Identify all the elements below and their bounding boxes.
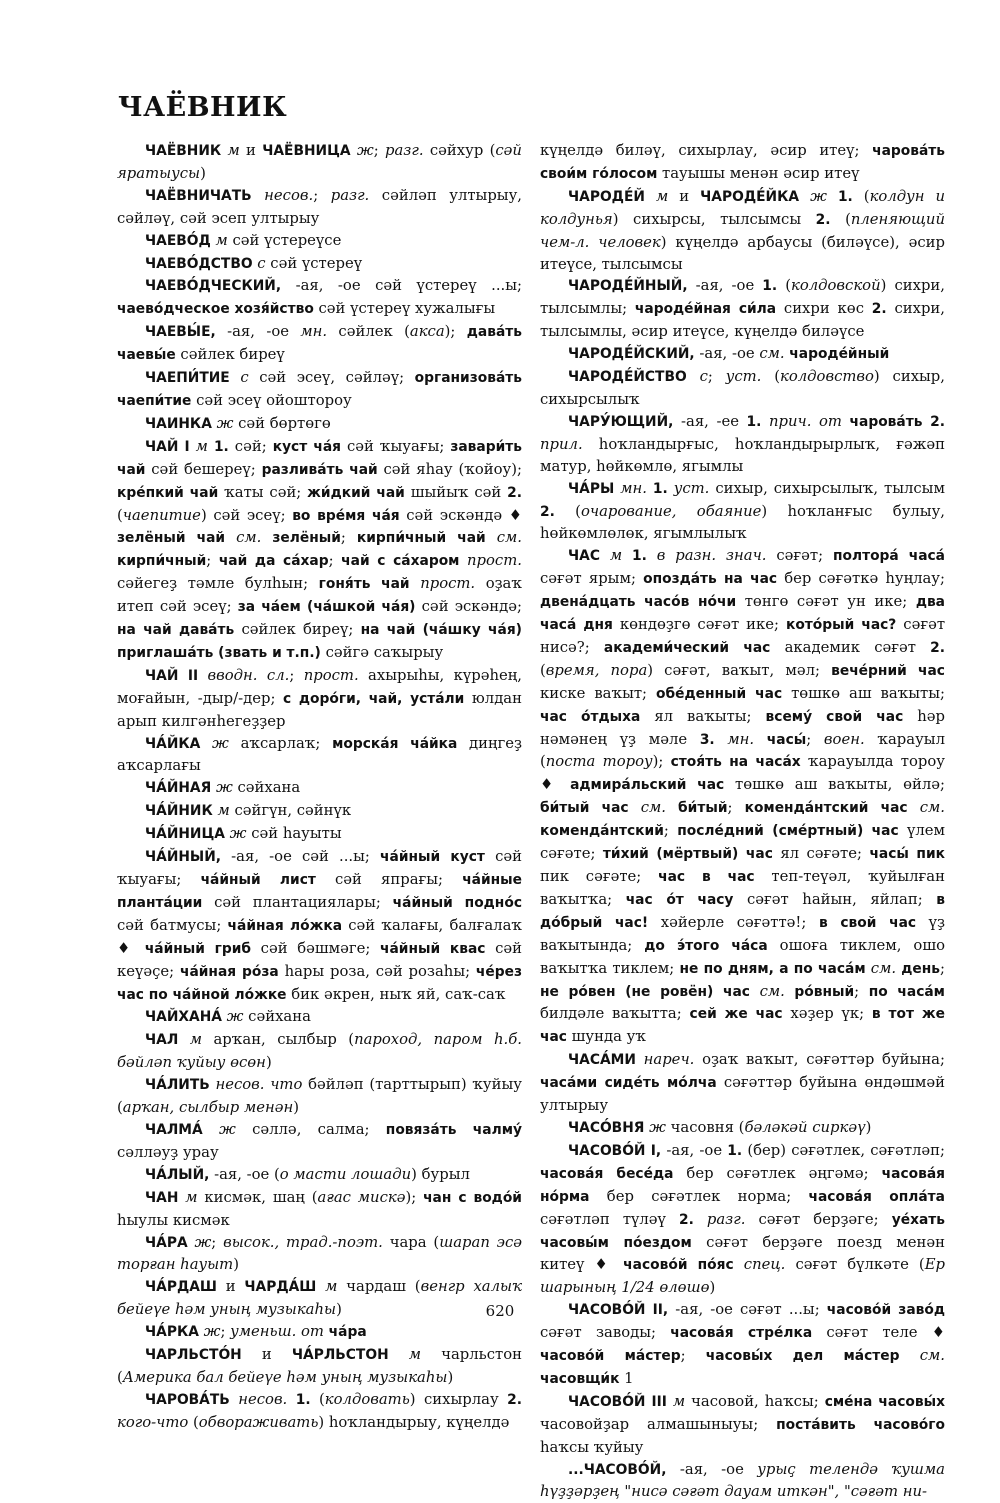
dictionary-entry: ЧАСА́МИ нареч. оҙаҡ ваҡыт, сәғәттәр буйына; часа́ми сиде́ть мо́лча сәғәттәр буйына өндәшмәй ултырыу bbox=[540, 1051, 945, 1115]
dictionary-entry: ЧАРУ́ЮЩИЙ, -ая, -ее 1. прич. от чарова́ть 2. прил. һоҡландырғыс, һоҡландырырлыҡ, ғәжәп матур, һөйкөмлө, ягымлы bbox=[540, 412, 945, 475]
dictionary-entry: ЧАЙ II вводн. сл.; прост. ахырыһы, күрәһең, моғайын, -дыр/-дер; с доро́ги, чай, уста́ли юлдан арып килгәнһегеҙҙер bbox=[117, 666, 522, 730]
dictionary-entry: ЧА́ЙНИК м сәйгүн, сәйнүк bbox=[145, 802, 352, 820]
dictionary-entry: ЧАРОДЕ́ЙСТВО с; уст. (колдовство) сихыр, сихырсылыҡ bbox=[540, 368, 945, 408]
dictionary-entry: ЧА́ЙНАЯ ж сәйхана bbox=[145, 779, 301, 797]
dictionary-entry: ЧА́ЛИТЬ несов. что бәйләп (тарттырып) ҡуйыу (арҡан, сылбыр менән) bbox=[117, 1076, 522, 1117]
dictionary-entry: ЧАСО́ВНЯ ж часовня (бәләкәй сиркәү) bbox=[568, 1118, 872, 1136]
dictionary-entry: ЧАРОДЕ́ЙНЫЙ, -ая, -ое 1. (колдовской) сихри, тылсымлы; чароде́йная си́ла сихри көс 2. сихри, тылсымлы, әсир итеүсе, күңелдә биләүсе bbox=[540, 277, 945, 341]
dictionary-entry: ЧАРЛЬСТО́Н и ЧА́РЛЬСТОН м чарльстон (Америка бал бейеүе һәм уның музыкаһы) bbox=[117, 1346, 522, 1386]
dictionary-entry: ЧАСОВО́Й II, -ая, -ое сәғәт ...ы; часово́й заво́д сәғәт заводы; часова́я стре́лка сәғәт теле ♦ часово́й ма́стер; часовы́х дел ма́стер см. часовщи́к 1 bbox=[540, 1301, 945, 1387]
right-column bbox=[540, 140, 945, 1503]
page-number: 620 bbox=[485, 1302, 515, 1320]
dictionary-entry: ...ЧАСОВО́Й, -ая, -ое урыҫ телендә ҡушма һүҙҙәрҙең "нисә сәғәт дауам иткән", "сәғәт ни- bbox=[540, 1460, 945, 1501]
dictionary-entry: ЧАЛ м арҡан, сылбыр (пароход, паром һ.б. бәйләп ҡуйыу өсөн) bbox=[117, 1031, 522, 1072]
dictionary-entry: ЧА́ЙНЫЙ, -ая, -ое сәй ...ы; ча́йный куст сәй ҡыуағы; ча́йный лист сәй япрағы; ча́йные планта́ции сәй плантациялары; ча́йный подно́с сәй батмусы; ча́йная ло́жка сәй ҡалағы, балғалаҡ ♦ ча́йный гриб сәй бәшмәге; ча́йный квас сәй кеүәҫе; ча́йная ро́за һары роза, сәй розаһы; че́рез час по ча́йной ло́жке бик әкрен, ныҡ яй, саҡ-саҡ bbox=[117, 848, 523, 1003]
dictionary-entry: ЧАЛМА́ ж сәллә, салма; повяза́ть чалму́ сәлләуҙ урау bbox=[117, 1120, 522, 1161]
dictionary-entry: ЧАЁВНИК м и ЧАЁВНИЦА ж; разг. сәйхур (сәй яратыусы) bbox=[117, 142, 522, 182]
dictionary-entry: ЧАС м 1. в разн. знач. сәғәт; полтора́ часа́ сәғәт ярым; опозда́ть на час бер сәғәткә һуңлау; двена́дцать часо́в но́чи төнгө сәғәт ун ике; два часа́ дня көндөҙгө сәғәт ике; кото́рый час? сәғәт нисә?; академи́ческий час академик сәғәт 2. (время, пора) сәғәт, ваҡыт, мәл; вече́рний час киске ваҡыт; обе́денный час төшкө аш ваҡыты; час о́тдыха ял ваҡыты; всему́ свой час һәр нәмәнең үҙ мәле 3. мн. часы́; воен. ҡарауыл (поста тороу); стоя́ть на часа́х ҡарауылда тороу ♦ адмира́льский час төшкө аш ваҡыты, өйлә; би́тый час см. би́тый; коменда́нтский час см. коменда́нтский; после́дний (сме́ртный) час үлем сәғәте; ти́хий (мёртвый) час ял сәғәте; часы́ пик пик сәғәте; час в час теп-теүәл, ҡуйылған ваҡытҡа; час о́т часу сәғәт һайын, яйлап; в до́брый час! хәйерле сәғәттә!; в свой час үҙ ваҡытында; до э́того ча́са ошоға тиклем, ошо ваҡытҡа тиклем; не по дням, а по часа́м см. день; не ро́вен (не ровён) час см. ро́вный; по часа́м билдәле ваҡытта; сей же час хәҙер үк; в тот же час шунда уҡ bbox=[540, 547, 946, 1046]
dictionary-entry: ЧАРОВА́ТЬ несов. 1. (колдовать) сихырлау 2. кого-что (обвораживать) һоҡландырыу, күңелдә bbox=[117, 1390, 522, 1431]
running-head: ЧАЁВНИК bbox=[118, 92, 288, 123]
dictionary-entry: ЧАЕВО́Д м сәй үстереүсе bbox=[145, 231, 342, 249]
dictionary-entry: ЧА́РКА ж; уменьш. от ча́ра bbox=[145, 1323, 367, 1341]
dictionary-entry: ЧАЁВНИЧАТЬ несов.; разг. сәйләп ултырыу, сәйләү, сәй эсеп ултырыу bbox=[117, 186, 522, 227]
dictionary-entry: ЧА́ЙНИЦА ж сәй һауыты bbox=[145, 825, 342, 843]
dictionary-entry: ЧА́РЫ мн. 1. уст. сихыр, сихырсылыҡ, тылсым 2. (очарование, обаяние) һоҡланғыс булыу, һөйкөмлөлөк, ягымлылыҡ bbox=[540, 479, 945, 543]
dictionary-entry: ЧАЕВО́ДЧЕСКИЙ, -ая, -ое сәй үстереү ...ы; чаево́дческое хозя́йство сәй үстереү хужалығы bbox=[117, 277, 522, 318]
dictionary-entry: ЧАРОДЕ́ЙСКИЙ, -ая, -ое см. чароде́йный bbox=[568, 345, 890, 363]
dictionary-entry: ЧАЕПИ́ТИЕ с сәй эсеү, сәйләү; организова́ть чаепи́тие сәй эсеү ойоштороу bbox=[117, 369, 522, 409]
dictionary-entry: ЧАН м кисмәк, шаң (ағас мискә); чан с водо́й һыулы кисмәк bbox=[117, 1188, 522, 1229]
left-column bbox=[117, 140, 522, 1434]
dictionary-entry: күңелдә биләү, сихырлау, әсир итеү; чарова́ть свои́м го́лосом тауышы менән әсир итеү bbox=[540, 142, 945, 182]
dictionary-entry: ЧАЙХАНА́ ж сәйхана bbox=[145, 1008, 311, 1026]
dictionary-entry: ЧА́ЛЫЙ, -ая, -ое (о масти лошади) бурыл bbox=[145, 1165, 470, 1183]
dictionary-entry: ЧАСОВО́Й III м часовой, һаҡсы; сме́на часовы́х часовойҙар алмашыныуы; поста́вить часово́го һаҡсы ҡуйыу bbox=[540, 1392, 945, 1456]
dictionary-entry: ЧАИНКА ж сәй бөртөгө bbox=[145, 414, 331, 432]
dictionary-entry: ЧАЙ I м 1. сәй; куст ча́я сәй ҡыуағы; завари́ть чай сәй бешереү; разлива́ть чай сәй яһау (ҡойоу); кре́пкий чай ҡаты сәй; жи́дкий чай шыйыҡ сәй 2. (чаепитие) сәй эсеү; во вре́мя ча́я сәй эскәндә ♦ зелёный чай см. зелёный; кирпи́чный чай см. кирпи́чный; чай да са́хар; чай с са́харом прост. сәйегеҙ тәмле булһын; гоня́ть чай прост. оҙаҡ итеп сәй эсеү; за ча́ем (ча́шкой ча́я) сәй эскәндә; на чай дава́ть сәйлек биреү; на чай (ча́шку ча́я) приглаша́ть (звать и т.п.) сәйгә саҡырыу bbox=[117, 437, 523, 661]
dictionary-entry: ЧА́ЙКА ж аҡсарлаҡ; морска́я ча́йка диңгеҙ аҡсарлағы bbox=[117, 734, 522, 775]
dictionary-entry: ЧАРОДЕ́Й м и ЧАРОДЕ́ЙКА ж 1. (колдун и колдунья) сихырсы, тылсымсы 2. (пленяющий чем-л. человек) күңелдә арбаусы (биләүсе), әсир итеүсе, тылсымсы bbox=[540, 187, 945, 273]
dictionary-entry: ЧАЕВО́ДСТВО с сәй үстереү bbox=[145, 254, 363, 272]
dictionary-entry: ЧАЕВЫ́Е, -ая, -ое мн. сәйлек (акса); дава́ть чаевы́е сәйлек биреү bbox=[117, 323, 522, 364]
dictionary-entry: ЧАСОВО́Й I, -ая, -ое 1. (бер) сәғәтлек, сәғәтләп; часова́я бесе́да бер сәғәтлек әңгәмә; часова́я но́рма бер сәғәтлек норма; часова́я опла́та сәғәтләп түләү 2. разг. сәғәт берҙәге; уе́хать часовы́м по́ездом сәғәт берҙәге поезд менән китеү ♦ часово́й по́яс спец. сәғәт бүлкәте (Ер шарының 1/24 өлөшө) bbox=[540, 1141, 946, 1297]
dictionary-entry: ЧА́РА ж; высок., трад.-поэт. чара (шарап эсә торған һауыт) bbox=[117, 1233, 522, 1274]
dictionary-entry: ЧА́РДАШ и ЧАРДА́Ш м чардаш (венгр халыҡ бейеүе һәм уның музыкаһы) bbox=[117, 1278, 522, 1319]
